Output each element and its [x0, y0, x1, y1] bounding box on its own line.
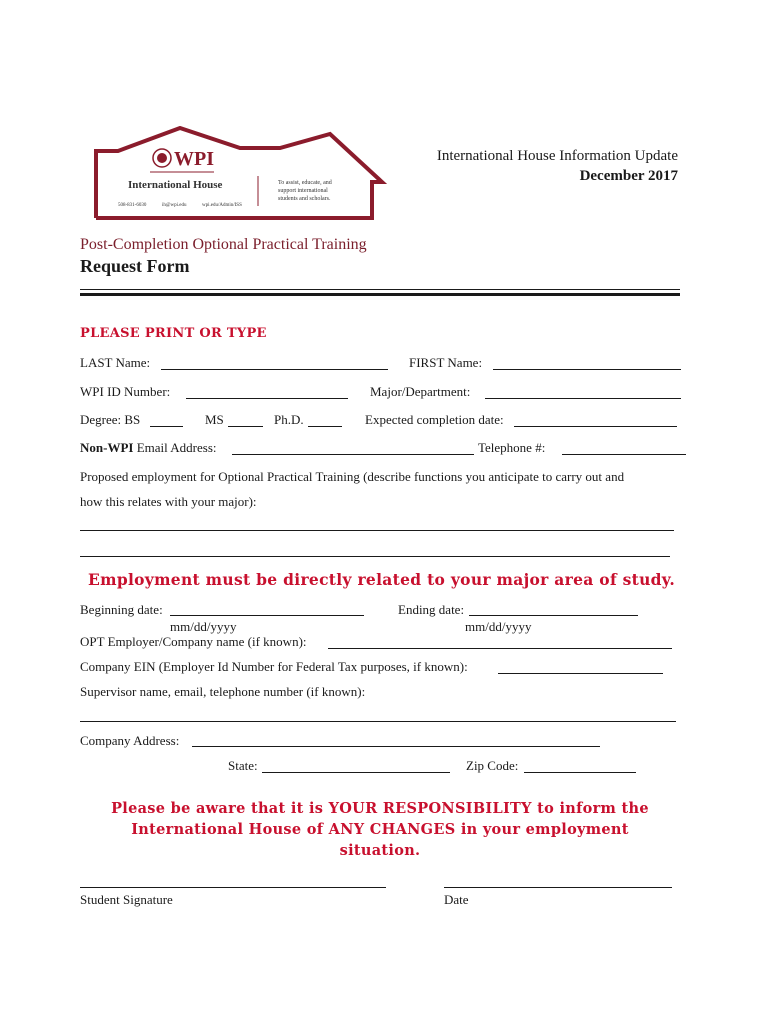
logo-tagline-3: students and scholars.: [278, 196, 331, 202]
logo-email: ih@wpi.edu: [162, 203, 187, 208]
degree-phd-label: Ph.D.: [274, 412, 304, 427]
wpi-international-house-logo: [90, 126, 390, 231]
beginning-date-field[interactable]: [170, 615, 364, 616]
title-divider-thick: [80, 293, 680, 296]
wpi-id-field[interactable]: [186, 398, 348, 399]
last-name-label: LAST Name:: [80, 355, 151, 370]
address-field[interactable]: [192, 746, 600, 747]
telephone-label: Telephone #:: [478, 440, 546, 455]
form-title: Request Form: [80, 256, 190, 276]
degree-bs-label: Degree: BS: [80, 412, 141, 427]
ending-date-format: mm/dd/yyyy: [465, 619, 532, 634]
degree-ms-label: MS: [205, 412, 224, 427]
header-date: December 2017: [579, 168, 678, 184]
major-field[interactable]: [485, 398, 681, 399]
logo-url: wpi.edu/Admin/ISS: [202, 203, 242, 208]
ending-date-label: Ending date:: [398, 602, 465, 617]
logo-name: International House: [128, 179, 223, 191]
logo-tagline-2: support international: [278, 188, 328, 194]
email-field[interactable]: [232, 454, 474, 455]
proposed-employment-line-2: how this relates with your major):: [80, 494, 257, 509]
beginning-date-label: Beginning date:: [80, 602, 163, 617]
nonwpi-label: Non-WPI: [80, 440, 134, 455]
proposed-employment-field-1[interactable]: [80, 530, 674, 531]
first-name-label: FIRST Name:: [409, 355, 483, 370]
wpi-id-label: WPI ID Number:: [80, 384, 171, 399]
logo-phone: 508-831-6030: [118, 203, 147, 208]
state-label: State:: [228, 758, 258, 773]
degree-phd-field[interactable]: [308, 426, 342, 427]
employment-notice: Employment must be directly related to your major area of study.: [88, 570, 676, 589]
state-field[interactable]: [262, 772, 450, 773]
date-label: Date: [444, 892, 469, 907]
email-label: Email Address:: [136, 440, 217, 455]
first-name-field[interactable]: [493, 369, 681, 370]
beginning-date-format: mm/dd/yyyy: [170, 619, 237, 634]
title-divider-thin: [80, 289, 680, 290]
completion-date-field[interactable]: [514, 426, 677, 427]
date-field[interactable]: [444, 887, 672, 888]
completion-date-label: Expected completion date:: [365, 412, 504, 427]
logo-tagline-1: To assist, educate, and: [278, 180, 332, 186]
proposed-employment-field-2[interactable]: [80, 556, 670, 557]
degree-bs-field[interactable]: [150, 426, 183, 427]
employer-label: OPT Employer/Company name (if known):: [80, 634, 307, 649]
zip-label: Zip Code:: [466, 758, 519, 773]
last-name-field[interactable]: [161, 369, 388, 370]
address-label: Company Address:: [80, 733, 180, 748]
signature-label: Student Signature: [80, 892, 173, 907]
ein-label: Company EIN (Employer Id Number for Federal Tax purposes, if known):: [80, 659, 468, 674]
supervisor-label: Supervisor name, email, telephone number (if known):: [80, 684, 366, 699]
ein-field[interactable]: [498, 673, 663, 674]
ending-date-field[interactable]: [469, 615, 638, 616]
proposed-employment-line-1: Proposed employment for Optional Practical Training (describe functions you anticipate to carry out and: [80, 469, 625, 484]
form-subtitle: Post-Completion Optional Practical Training: [80, 236, 367, 253]
print-notice: PLEASE PRINT OR TYPE: [80, 326, 267, 341]
telephone-field[interactable]: [562, 454, 686, 455]
header-title: International House Information Update: [436, 148, 678, 164]
employer-field[interactable]: [328, 648, 672, 649]
responsibility-line-2: International House of ANY CHANGES in your employment: [131, 821, 629, 838]
email-row: [80, 440, 217, 456]
logo-brand: WPI: [174, 148, 214, 170]
responsibility-line-1: Please be aware that it is YOUR RESPONSIBILITY to inform the: [111, 800, 649, 817]
supervisor-field[interactable]: [80, 721, 676, 722]
major-label: Major/Department:: [370, 384, 471, 399]
signature-field[interactable]: [80, 887, 386, 888]
zip-field[interactable]: [524, 772, 636, 773]
responsibility-line-3: situation.: [339, 842, 421, 859]
degree-ms-field[interactable]: [228, 426, 263, 427]
